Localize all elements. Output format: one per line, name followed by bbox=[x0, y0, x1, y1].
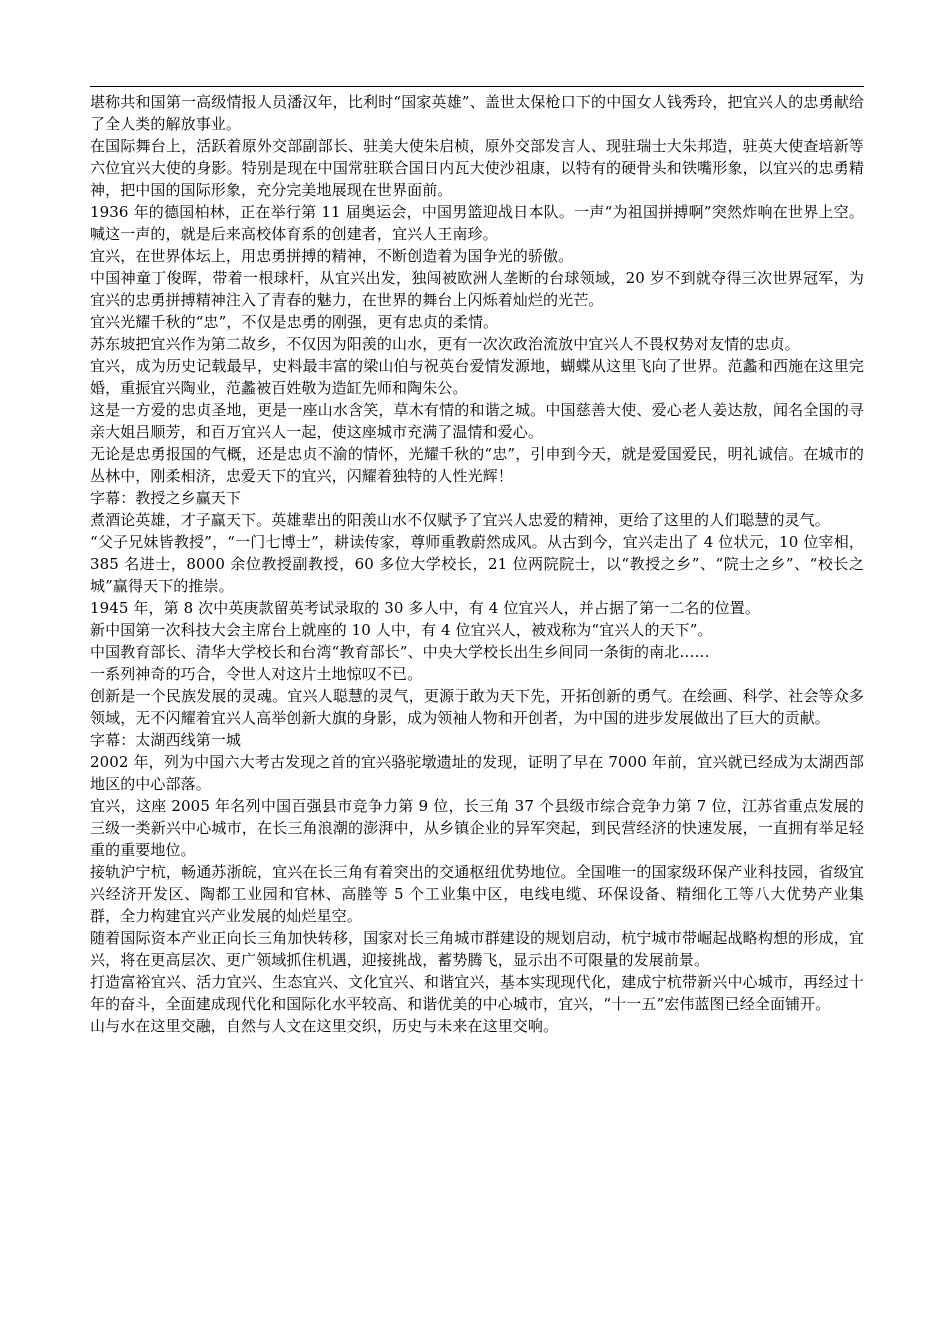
document-page bbox=[90, 86, 864, 1037]
paragraph: 新中国第一次科技大会主席台上就座的 10 人中，有 4 位宜兴人，被戏称为“宜兴人的天下”。 bbox=[90, 621, 713, 639]
paragraph: 1945 年，第 8 次中英庚款留英考试录取的 30 多人中，有 4 位宜兴人，并占据了第一二名的位置。 bbox=[90, 599, 760, 617]
paragraph: 宜兴，在世界体坛上，用忠勇拼搏的精神，不断创造着为国争光的骄傲。 bbox=[90, 247, 574, 265]
paragraph: 宜兴，这座 2005 年名列中国百强县市竞争力第 9 位，长三角 37 个县级市综合竞争力第 7 位，江苏省重点发展的三级一类新兴中心城市，在长三角浪潮的澎湃中，从乡镇企业的异军突起，到民营经济的快速发展，一直拥有举足轻重的重要地位。 bbox=[90, 797, 864, 859]
paragraph: 接轨沪宁杭，畅通苏浙皖，宜兴在长三角有着突出的交通枢纽优势地位。全国唯一的国家级环保产业科技园，省级宜兴经济开发区、陶都工业园和官林、高塍等 5 个工业集中区，电线电缆、环保设备、精细化工等八大优势产业集群，全力构建宜兴产业发展的灿烂星空。 bbox=[90, 863, 864, 925]
paragraph: 1936 年的德国柏林，正在举行第 11 届奥运会，中国男篮迎战日本队。一声“为祖国拼搏啊”突然炸响在世界上空。喊这一声的，就是后来高校体育系的创建者，宜兴人王南珍。 bbox=[90, 203, 864, 243]
paragraph: 在国际舞台上，活跃着原外交部副部长、驻美大使朱启桢，原外交部发言人、现驻瑞士大朱邦造，驻英大使查培新等六位宜兴大使的身影。特别是现在中国常驻联合国日内瓦大使沙祖康，以特有的硬骨头和铁嘴形象，以宜兴的忠勇精神，把中国的国际形象，充分完美地展现在世界面前。 bbox=[90, 137, 864, 199]
header-rule bbox=[90, 86, 864, 87]
paragraph: 创新是一个民族发展的灵魂。宜兴人聪慧的灵气，更源于敢为天下先，开拓创新的勇气。在绘画、科学、社会等众多领域，无不闪耀着宜兴人高举创新大旗的身影，成为领袖人物和开创者，为中国的进步发展做出了巨大的贡献。 bbox=[90, 687, 864, 727]
paragraph: 这是一方爱的忠贞圣地，更是一座山水含笑，草木有情的和谐之城。中国慈善大使、爱心老人姜达敖，闻名全国的寻亲大姐吕顺芳，和百万宜兴人一起，使这座城市充满了温情和爱心。 bbox=[90, 401, 864, 441]
paragraph: 山与水在这里交融，自然与人文在这里交织，历史与未来在这里交响。 bbox=[90, 1017, 559, 1035]
paragraph: 宜兴，成为历史记载最早，史料最丰富的梁山伯与祝英台爱情发源地，蝴蝶从这里飞向了世界。范蠡和西施在这里完婚，重振宜兴陶业，范蠡被百姓敬为造缸先师和陶朱公。 bbox=[90, 357, 864, 397]
paragraph: 一系列神奇的巧合，令世人对这片土地惊叹不已。 bbox=[90, 665, 423, 683]
paragraph: “父子兄妹皆教授”，“一门七博士”，耕读传家，尊师重教蔚然成风。从古到今，宜兴走出了 4 位状元，10 位宰相，385 名进士，8000 余位教授副教授，60 多位大学校长，21 位两院院士，以“教授之乡”、“院士之乡”、“校长之城”赢得天下的推崇。 bbox=[90, 533, 864, 595]
paragraph: 堪称共和国第一高级情报人员潘汉年，比利时“国家英雄”、盖世太保枪口下的中国女人钱秀玲，把宜兴人的忠勇献给了全人类的解放事业。 bbox=[90, 93, 864, 133]
paragraph: 煮酒论英雄，才子赢天下。英雄辈出的阳羡山水不仅赋予了宜兴人忠爱的精神，更给了这里的人们聪慧的灵气。 bbox=[90, 511, 830, 529]
paragraph: 无论是忠勇报国的气概，还是忠贞不渝的情怀，光耀千秋的“忠”，引申到今天，就是爱国爱民，明礼诚信。在城市的丛林中，刚柔相济，忠爱天下的宜兴，闪耀着独特的人性光辉！ bbox=[90, 445, 864, 485]
paragraph: 随着国际资本产业正向长三角加快转移，国家对长三角城市群建设的规划启动，杭宁城市带崛起战略构想的形成，宜兴，将在更高层次、更广领域抓住机遇，迎接挑战，蓄势腾飞，显示出不可限量的发展前景。 bbox=[90, 929, 864, 969]
paragraph: 中国教育部长、清华大学校长和台湾“教育部长”、中央大学校长出生乡间同一条街的南北…… bbox=[90, 643, 710, 661]
paragraph: 中国神童丁俊晖，带着一根球杆，从宜兴出发，独闯被欧洲人垄断的台球领域，20 岁不到就夺得三次世界冠军，为宜兴的忠勇拼搏精神注入了青春的魅力，在世界的舞台上闪烁着灿烂的光芒。 bbox=[90, 269, 864, 309]
paragraph: 2002 年，列为中国六大考古发现之首的宜兴骆驼墩遗址的发现，证明了早在 7000 年前，宜兴就已经成为太湖西部地区的中心部落。 bbox=[90, 753, 864, 793]
paragraph: 打造富裕宜兴、活力宜兴、生态宜兴、文化宜兴、和谐宜兴，基本实现现代化，建成宁杭带新兴中心城市，再经过十年的奋斗，全面建成现代化和国际化水平较高、和谐优美的中心城市，宜兴，“十一五”宏伟蓝图已经全面铺开。 bbox=[90, 973, 864, 1013]
caption-heading: 字幕：太湖西线第一城 bbox=[90, 731, 242, 749]
document-body bbox=[90, 91, 864, 1037]
paragraph: 宜兴光耀千秋的“忠”，不仅是忠勇的刚强，更有忠贞的柔情。 bbox=[90, 313, 499, 331]
caption-heading: 字幕：教授之乡赢天下 bbox=[90, 489, 242, 507]
paragraph: 苏东坡把宜兴作为第二故乡，不仅因为阳羡的山水，更有一次次政治流放中宜兴人不畏权势对友情的忠贞。 bbox=[90, 335, 800, 353]
